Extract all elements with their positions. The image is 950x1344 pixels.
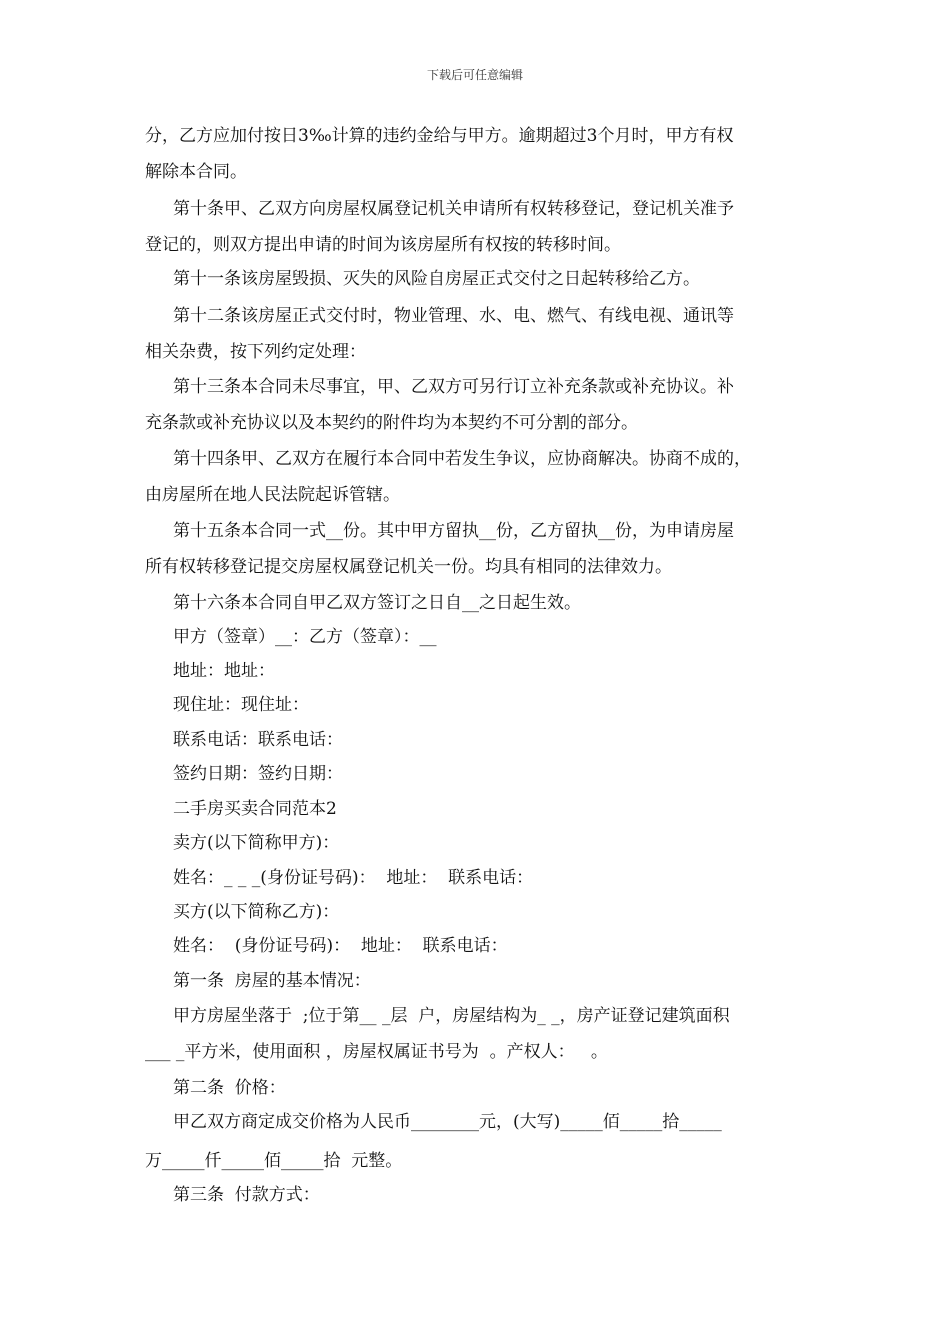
text-line: 第十五条本合同一式__份。其中甲方留执__份，乙方留执__份，为申请房屋 <box>173 521 734 541</box>
text-line: 甲方房屋坐落于 ;位于第__ _层 户，房屋结构为_ _，房产证登记建筑面积 <box>173 1006 730 1026</box>
text-line: 姓名：_ _ _(身份证号码)： 地址： 联系电话： <box>173 868 534 888</box>
text-line: 所有权转移登记提交房屋权属登记机关一份。均具有相同的法律效力。 <box>145 557 672 577</box>
text-line: 分，乙方应加付按日3‰计算的违约金给与甲方。逾期超过3个月时，甲方有权 <box>145 126 734 146</box>
text-line: 姓名： (身份证号码)： 地址： 联系电话： <box>173 936 508 956</box>
text-line: 卖方(以下简称甲方)： <box>173 833 340 853</box>
text-line: 甲乙双方商定成交价格为人民币________元，(大写)_____佰_____拾_____ <box>173 1112 722 1132</box>
text-line: 第十条甲、乙双方向房屋权属登记机关申请所有权转移登记，登记机关准予 <box>173 199 734 219</box>
phone-line: 联系电话：联系电话： <box>173 730 343 750</box>
text-line: 第十四条甲、乙双方在履行本合同中若发生争议，应协商解决。协商不成的， <box>173 449 751 469</box>
text-line: ___ _平方米，使用面积 ，房屋权属证书号为 。产权人： 。 <box>145 1042 608 1062</box>
text-line: 由房屋所在地人民法院起诉管辖。 <box>145 485 400 505</box>
text-line: 买方(以下简称乙方)： <box>173 902 340 922</box>
text-line: 第二条 价格： <box>173 1078 286 1098</box>
text-line: 第十一条该房屋毁损、灭失的风险自房屋正式交付之日起转移给乙方。 <box>173 269 700 289</box>
text-line: 第十六条本合同自甲乙双方签订之日自__之日起生效。 <box>173 593 581 613</box>
text-line: 第十二条该房屋正式交付时，物业管理、水、电、燃气、有线电视、通讯等 <box>173 306 734 326</box>
text-line: 登记的，则双方提出申请的时间为该房屋所有权按的转移时间。 <box>145 235 621 255</box>
text-line: 相关杂费，按下列约定处理： <box>145 342 366 362</box>
text-line: 万_____仟_____佰_____拾 元整。 <box>145 1151 403 1171</box>
signature-line: 甲方（签章）__：乙方（签章）：__ <box>173 627 437 647</box>
text-line: 第三条 付款方式： <box>173 1185 320 1205</box>
page-header: 下载后可任意编辑 <box>426 68 523 82</box>
text-line: 第一条 房屋的基本情况： <box>173 971 371 991</box>
text-line: 充条款或补充协议以及本契约的附件均为本契约不可分割的部分。 <box>145 413 638 433</box>
current-address-line: 现住址：现住址： <box>173 695 309 715</box>
date-line: 签约日期：签约日期： <box>173 764 343 784</box>
section-title: 二手房买卖合同范本2 <box>173 799 337 819</box>
address-line: 地址：地址： <box>173 661 275 681</box>
text-line: 第十三条本合同未尽事宜，甲、乙双方可另行订立补充条款或补充协议。补 <box>173 377 734 397</box>
text-line: 解除本合同。 <box>145 162 247 182</box>
